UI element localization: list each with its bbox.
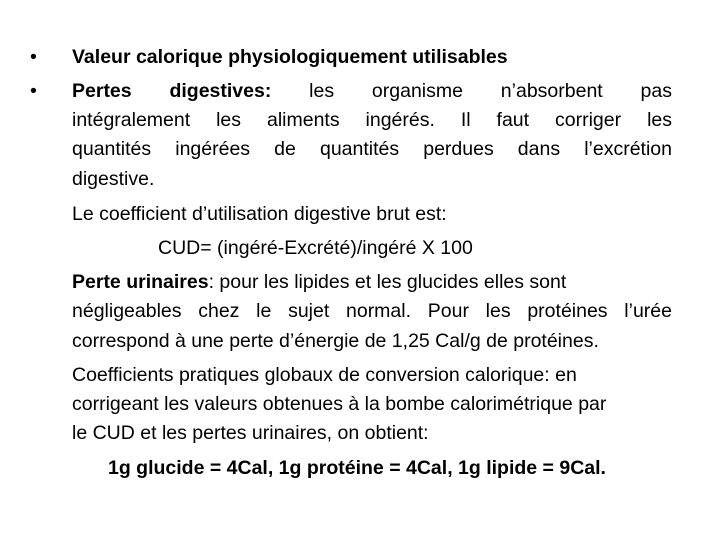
coefficients-line-1: Coefficients pratiques globaux de conversion calorique: en bbox=[72, 364, 577, 386]
digestive-line-4: digestive. bbox=[72, 168, 155, 190]
bullet-dot: • bbox=[30, 46, 37, 68]
conversion-summary-text: 1g glucide = 4Cal, 1g protéine = 4Cal, 1g lipide = 9Cal. bbox=[108, 457, 606, 479]
urinary-title: Perte urinaires bbox=[72, 271, 209, 293]
digestive-line-1 bbox=[72, 78, 672, 104]
urinary-line-1 bbox=[72, 269, 566, 295]
urinary-line-2: négligeables chez le sujet normal. Pour les protéines l’urée bbox=[72, 300, 672, 322]
digestive-line-3: quantités ingérées de quantités perdues dans l’excrétion bbox=[72, 138, 672, 160]
bullet-dot: • bbox=[30, 80, 37, 102]
cud-formula: CUD= (ingéré-Excrété)/ingéré X 100 bbox=[158, 237, 473, 259]
digestive-text: les organisme n’absorbent pas bbox=[309, 80, 672, 102]
bullet-title-calorique bbox=[72, 44, 508, 70]
coefficients-line-2: corrigeant les valeurs obtenues à la bombe calorimétrique par bbox=[72, 393, 607, 415]
conversion-summary bbox=[108, 455, 606, 481]
cud-intro: Le coefficient d’utilisation digestive brut est: bbox=[72, 203, 447, 225]
bullet-title-text: Valeur calorique physiologiquement utilisables bbox=[72, 46, 508, 68]
digestive-line-2: intégralement les aliments ingérés. Il faut corriger les bbox=[72, 109, 672, 131]
urinary-line-3: correspond à une perte d’énergie de 1,25 Cal/g de protéines. bbox=[72, 330, 599, 352]
urinary-text: : pour les lipides et les glucides elles sont bbox=[208, 271, 567, 293]
bullet-title-digestive: Pertes digestives: bbox=[72, 80, 272, 102]
coefficients-line-3: le CUD et les pertes urinaires, on obtient: bbox=[72, 422, 429, 444]
